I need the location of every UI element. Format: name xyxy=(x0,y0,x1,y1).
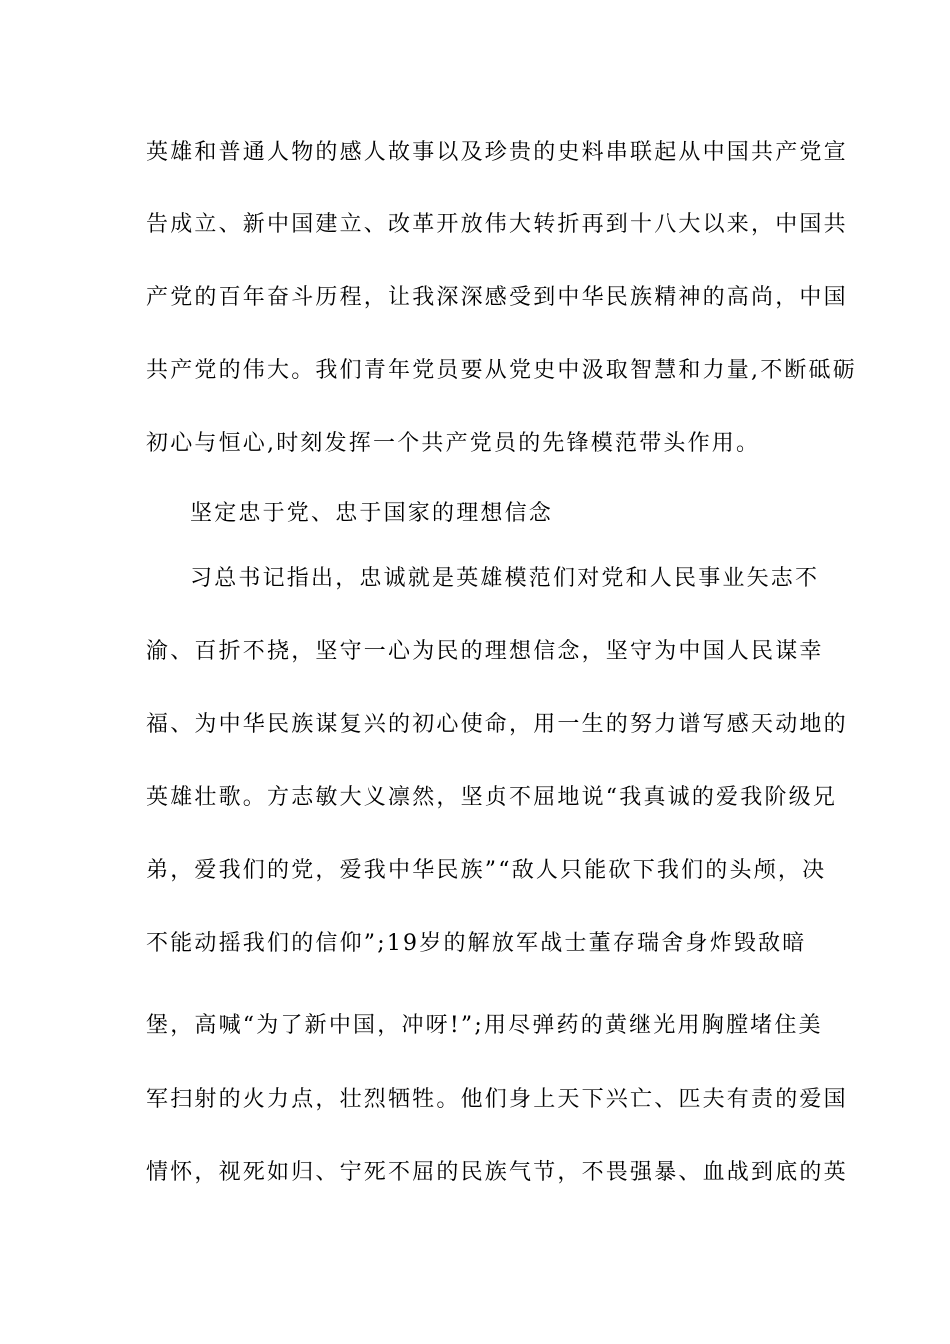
body-text-line: 英雄和普通人物的感人故事以及珍贵的史料串联起从中国共产党宣 xyxy=(146,140,848,165)
body-text-line: 不能动摇我们的信仰”;19岁的解放军战士董存瑞舍身炸毁敌暗 xyxy=(146,931,807,956)
body-text-line: 军扫射的火力点，壮烈牺牲。他们身上天下兴亡、匹夫有责的爱国 xyxy=(146,1087,848,1112)
body-text-line: 情怀，视死如归、宁死不屈的民族气节，不畏强暴、血战到底的英 xyxy=(146,1160,848,1185)
body-text-line: 弟，爱我们的党，爱我中华民族”“敌人只能砍下我们的头颅，决 xyxy=(146,858,827,883)
body-text-line: 英雄壮歌。方志敏大义凛然，坚贞不屈地说“我真诚的爱我阶级兄 xyxy=(146,785,838,810)
body-text-line: 福、为中华民族谋复兴的初心使命，用一生的努力谱写感天动地的 xyxy=(146,712,848,737)
section-heading: 坚定忠于党、忠于国家的理想信念 xyxy=(190,501,554,526)
body-text-line: 产党的百年奋斗历程，让我深深感受到中华民族精神的高尚，中国 xyxy=(146,285,848,310)
body-text-line: 共产党的伟大。我们青年党员要从党史中汲取智慧和力量,不断砥砺 xyxy=(146,358,857,383)
body-text-line: 堡，高喊“为了新中国，冲呀!”;用尽弹药的黄继光用胸膛堵住美 xyxy=(146,1013,823,1038)
body-text-line: 渝、百折不挠，坚守一心为民的理想信念，坚守为中国人民谋幸 xyxy=(146,639,824,664)
body-text-line: 告成立、新中国建立、改革开放伟大转折再到十八大以来，中国共 xyxy=(146,212,848,237)
body-text-line: 初心与恒心,时刻发挥一个共产党员的先锋模范带头作用。 xyxy=(146,431,761,456)
body-text-line: 习总书记指出，忠诚就是英雄模范们对党和人民事业矢志不 xyxy=(190,566,820,591)
